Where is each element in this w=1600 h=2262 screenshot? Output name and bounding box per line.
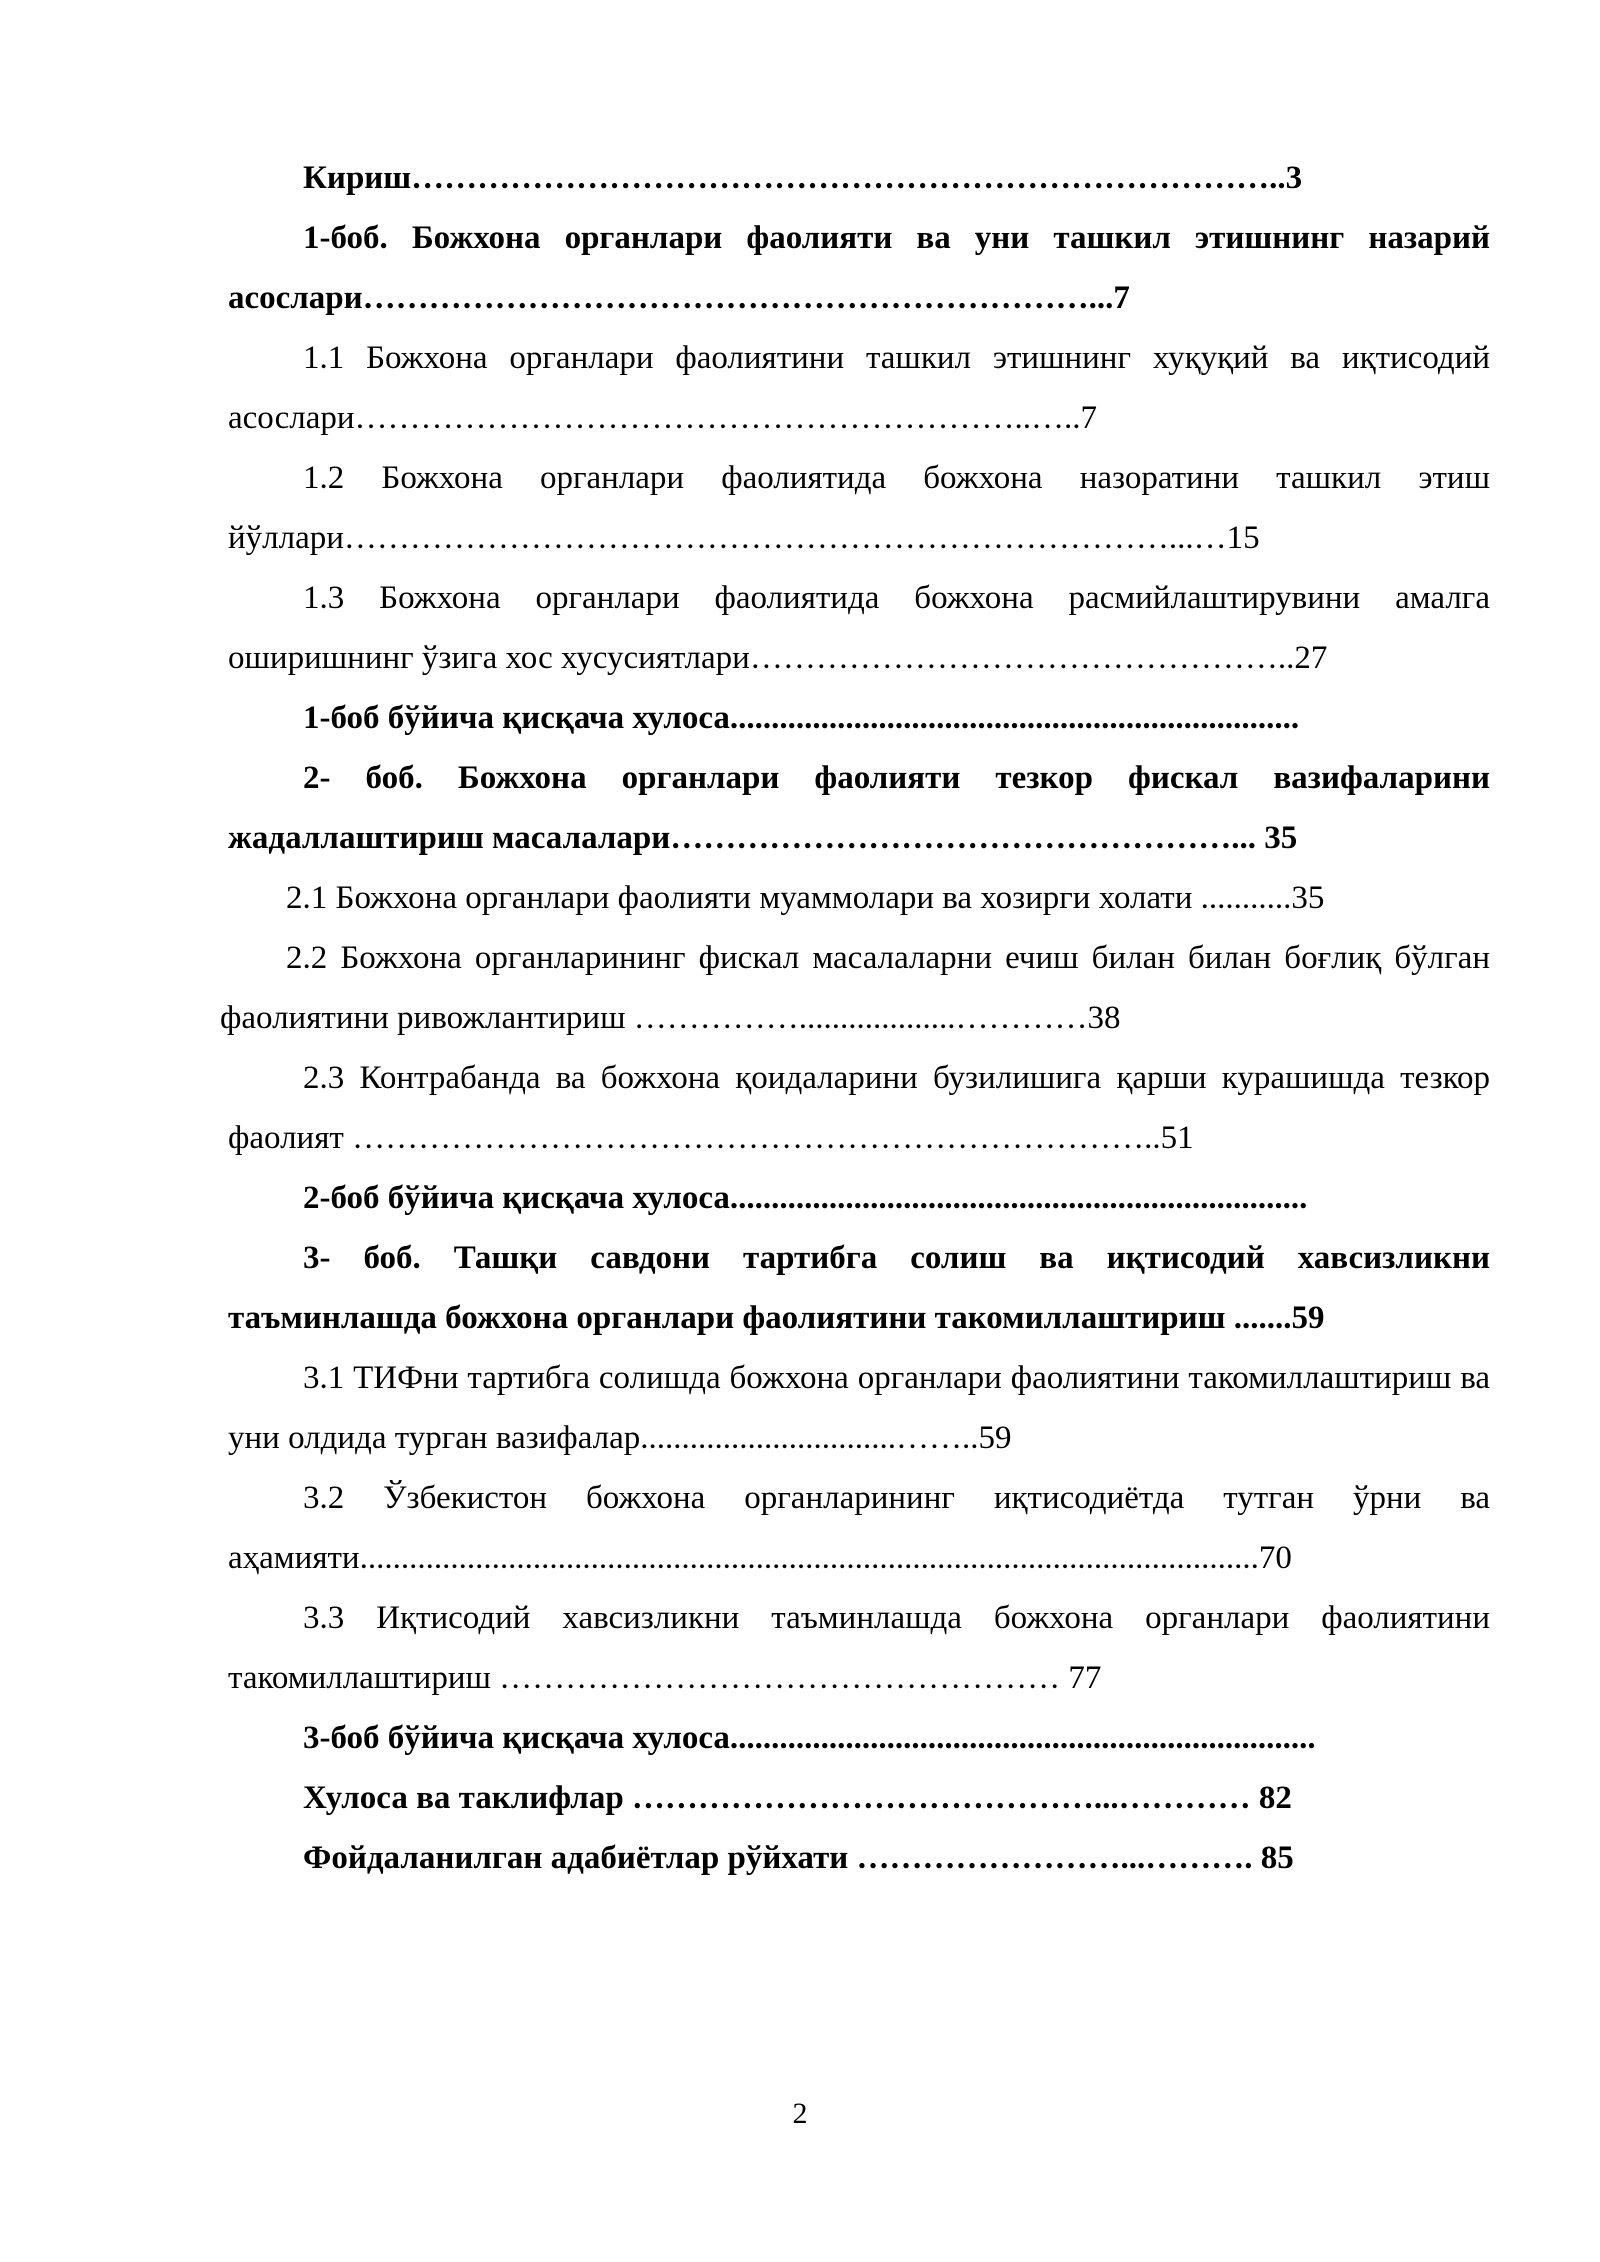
toc-entry-section-2-3: 2.3 Контрабанда ва божхона қоидаларини бузилишига қарши курашишда тезкор фаолият ………………………………………………………………..51: [228, 1060, 1490, 1156]
table-of-contents: [220, 148, 1490, 1888]
toc-entry-conclusions: Хулоса ва таклифлар ……………………………………...………… 82: [303, 1780, 1292, 1816]
toc-entry-section-1-3: 1.3 Божхона органлари фаолиятида божхона расмийлаштирувини амалга оширишнинг ўзига хос хусусиятлари…………………………………………..27: [228, 580, 1490, 676]
toc-entry-section-3-1: 3.1 ТИФни тартибга солишда божхона органлари фаолиятини такомиллаштириш ва уни олдида турган вазифалар...............................……..59: [228, 1360, 1490, 1456]
toc-entry-chapter-3: 3- боб. Ташқи савдони тартибга солиш ва иқтисодий хавсизликни таъминлашда божхона органлари фаолиятини такомиллаштириш .......59: [228, 1240, 1490, 1336]
toc-entry-chapter-1-summary: 1-боб бўйича қисқача хулоса.....................................................................: [303, 700, 1300, 736]
toc-entry-chapter-1: 1-боб. Божхона органлари фаолияти ва уни ташкил этишнинг назарий асослари…………………………………………………………...7: [228, 220, 1490, 316]
toc-entry-section-3-3: 3.3 Иқтисодий хавсизликни таъминлашда божхона органлари фаолиятини такомиллаштириш …………………………………………… 77: [228, 1600, 1490, 1696]
page-number: 2: [792, 2097, 808, 2130]
toc-entry-section-2-1: 2.1 Божхона органлари фаолияти муаммолари ва хозирги холати ...........35: [286, 880, 1325, 916]
toc-entry-section-3-2: 3.2 Ўзбекистон божхона органларининг иқтисодиётда тутган ўрни ва аҳамияти.............................................................................................................70: [228, 1480, 1490, 1576]
toc-entry-section-1-1: 1.1 Божхона органлари фаолиятини ташкил этишнинг хуқуқий ва иқтисодий асослари……………………………………………………..…..7: [228, 340, 1490, 436]
toc-entry-references: Фойдаланилган адабиётлар рўйхати ……………………...………. 85: [303, 1840, 1294, 1876]
toc-entry-chapter-2-summary: 2-боб бўйича қисқача хулоса......................................................................: [303, 1180, 1308, 1216]
toc-entry-introduction: Кириш……………………………………………………………………..3: [303, 160, 1303, 196]
toc-entry-chapter-2: 2- боб. Божхона органлари фаолияти тезкор фискал вазифаларини жадаллаштириш масалалари……………………………………………... 35: [228, 760, 1490, 856]
toc-entry-chapter-3-summary: 3-боб бўйича қисқача хулоса.......................................................................: [303, 1720, 1316, 1756]
toc-entry-section-1-2: 1.2 Божхона органлари фаолиятида божхона назоратини ташкил этиш йўллари…………………………………………………………………...…15: [228, 460, 1490, 556]
toc-entry-section-2-2: 2.2 Божхона органларининг фискал масалаларни ечиш билан билан боғлиқ бўлган фаолиятини ривожлантириш ……………...................…………38: [220, 940, 1490, 1036]
